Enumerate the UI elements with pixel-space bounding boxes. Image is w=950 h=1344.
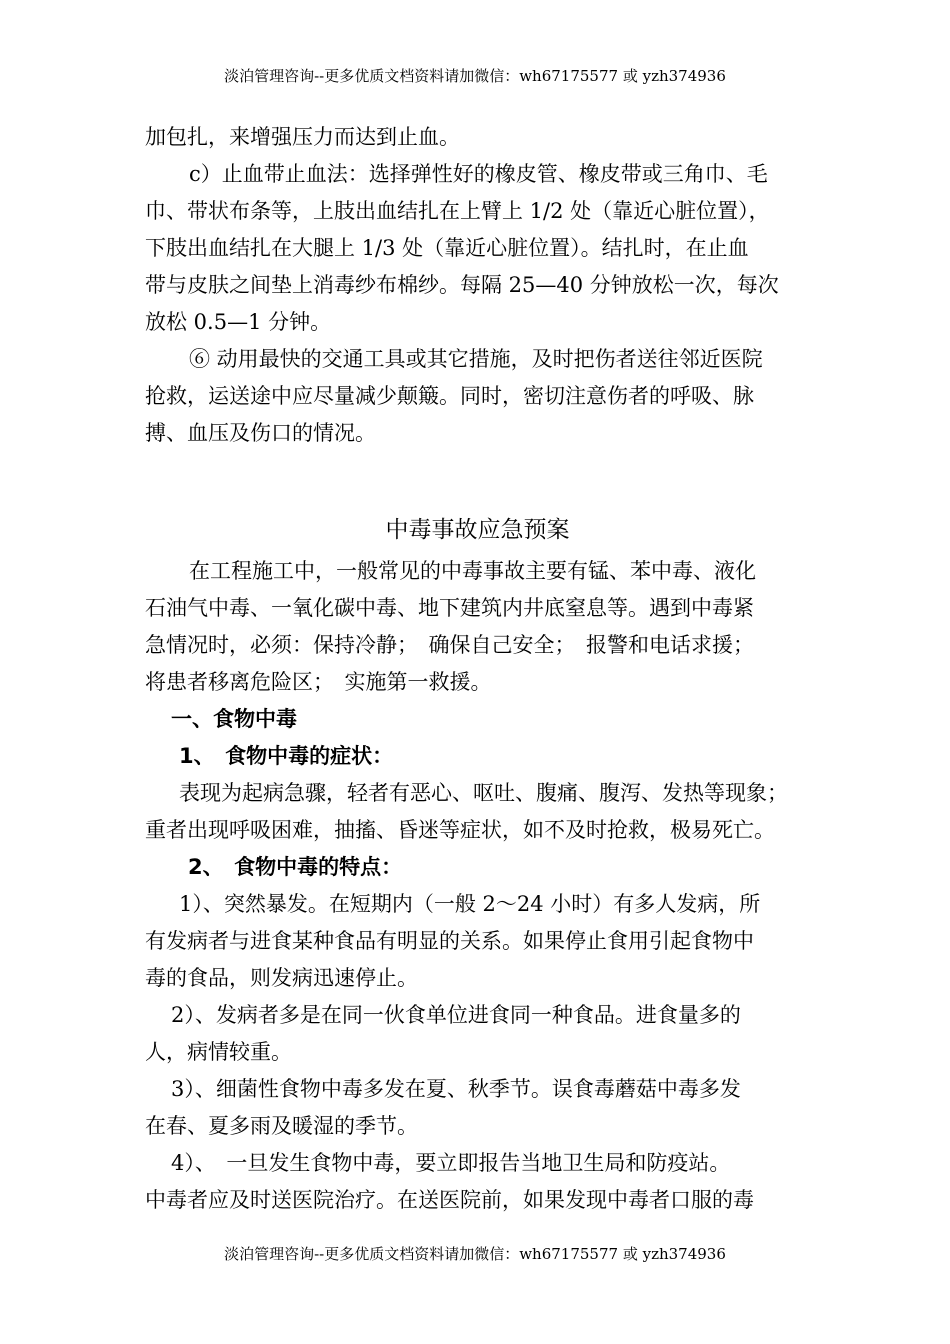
page-header: 淡泊管理咨询--更多优质文档资料请加微信：wh67175577 或 yzh374936 [224, 67, 726, 85]
text-line: 重者出现呼吸困难，抽搐、昏迷等症状，如不及时抢救，极易死亡。 [145, 818, 775, 842]
document-body [145, 119, 810, 1219]
subheading-symptoms: 1、 食物中毒的症状： [179, 744, 394, 768]
text-line: 表现为起病急骤，轻者有恶心、呕吐、腹痛、腹泻、发热等现象； [179, 781, 788, 805]
text-line: 下肢出血结扎在大腿上 1/3 处（靠近心脏位置）。结扎时，在止血 [145, 236, 749, 260]
text-line: 中毒者应及时送医院治疗。在送医院前，如果发现中毒者口服的毒 [145, 1188, 754, 1212]
text-line: 急情况时，必须：保持冷静； 确保自己安全； 报警和电话求援； [145, 633, 754, 657]
text-line: 有发病者与进食某种食品有明显的关系。如果停止食用引起食物中 [145, 929, 754, 953]
text-line: ⑥ 动用最快的交通工具或其它措施，及时把伤者送往邻近医院 [189, 347, 763, 371]
text-line: c）止血带止血法：选择弹性好的橡皮管、橡皮带或三角巾、毛 [189, 162, 768, 186]
section-spacer [145, 452, 810, 508]
text-line: 放松 0.5—1 分钟。 [145, 310, 332, 334]
text-line: 石油气中毒、一氧化碳中毒、地下建筑内井底窒息等。遇到中毒紧 [145, 596, 754, 620]
text-line: 巾、带状布条等，上肢出血结扎在上臂上 1/2 处（靠近心脏位置）， [145, 199, 770, 223]
text-line: 在工程施工中，一般常见的中毒事故主要有锰、苯中毒、液化 [189, 559, 756, 583]
text-line: 2）、发病者多是在同一伙食单位进食同一种食品。进食量多的 [171, 1003, 741, 1027]
text-line: 4）、 一旦发生食物中毒，要立即报告当地卫生局和防疫站。 [171, 1151, 731, 1175]
page-footer: 淡泊管理咨询--更多优质文档资料请加微信：wh67175577 或 yzh374936 [224, 1245, 726, 1263]
text-line: 3）、细菌性食物中毒多发在夏、秋季节。误食毒蘑菇中毒多发 [171, 1077, 741, 1101]
text-line: 搏、血压及伤口的情况。 [145, 421, 376, 445]
section-title: 中毒事故应急预案 [385, 517, 570, 543]
text-line: 人，病情较重。 [145, 1040, 292, 1064]
text-line: 1）、突然暴发。在短期内（一般 2～24 小时）有多人发病，所 [179, 892, 761, 916]
subheading-characteristics: 2、 食物中毒的特点： [188, 855, 403, 879]
text-line: 在春、夏多雨及暖湿的季节。 [145, 1114, 418, 1138]
text-line: 加包扎，来增强压力而达到止血。 [145, 125, 460, 149]
text-line: 抢救，运送途中应尽量减少颠簸。同时，密切注意伤者的呼吸、脉 [145, 384, 754, 408]
text-line: 将患者移离危险区； 实施第一救援。 [145, 670, 492, 694]
text-line: 带与皮肤之间垫上消毒纱布棉纱。每隔 25—40 分钟放松一次，每次 [145, 273, 779, 297]
heading-food-poisoning: 一、食物中毒 [171, 707, 297, 731]
text-line: 毒的食品，则发病迅速停止。 [145, 966, 418, 990]
